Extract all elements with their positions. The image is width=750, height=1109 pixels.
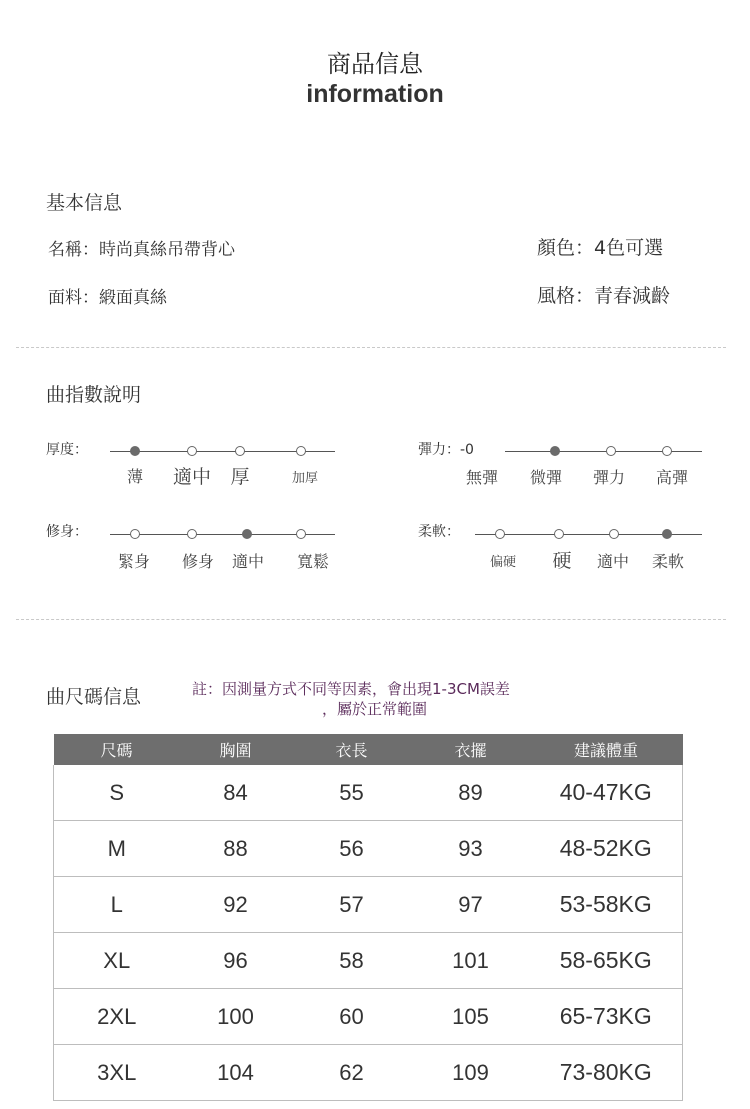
cell-length: 60 [292,989,412,1045]
size-title: 曲尺碼信息 [46,686,142,708]
elasticity-tick-2: 微彈 [529,468,563,487]
cell-weight: 40-47KG [559,779,652,805]
header-hem: 衣擺 [412,734,530,765]
thickness-tick-1: 薄 [126,467,144,486]
fit-tick-4: 寬鬆 [296,552,330,571]
thickness-dot-3 [235,446,245,456]
elasticity-label: 彈力：-0 [418,442,474,458]
cell-size: S [109,779,125,805]
elasticity-tick-4: 高彈 [655,468,689,487]
softness-tick-4: 柔軟 [651,552,685,571]
table-row [54,877,683,933]
table-row [54,821,683,877]
fit-label: 修身： [46,524,88,540]
cell-size: M [54,821,180,877]
divider-1 [16,347,726,348]
fit-dot-2 [187,529,197,539]
softness-label: 柔軟： [418,524,460,540]
cell-size: XL [54,933,180,989]
table-row [54,765,683,821]
header-length: 衣長 [292,734,412,765]
cell-length: 57 [292,877,412,933]
cell-size: 2XL [54,989,180,1045]
cell-weight: 73-80KG [530,1045,683,1101]
product-style: 風格：青春減齡 [537,285,671,307]
index-title: 曲指數說明 [46,384,142,406]
table-row [54,1045,683,1101]
header-size: 尺碼 [54,734,180,765]
elasticity-dot-1 [550,446,560,456]
fit-tick-2: 修身 [181,552,215,571]
cell-size: 3XL [54,1045,180,1101]
basic-info-title: 基本信息 [46,192,123,214]
cell-bust: 100 [180,989,292,1045]
cell-hem: 97 [412,877,530,933]
cell-length: 62 [292,1045,412,1101]
fit-dot-1 [130,529,140,539]
cell-hem: 93 [412,821,530,877]
cell-length: 58 [292,933,412,989]
product-fabric: 面料：緞面真絲 [48,288,167,308]
cell-weight: 53-58KG [530,877,683,933]
size-note-line1: 註：因測量方式不同等因素，會出現1-3CM誤差 [192,680,510,698]
softness-dot-3 [609,529,619,539]
cell-hem: 89 [458,779,483,805]
cell-weight: 58-65KG [530,933,683,989]
size-note-line2: ，屬於正常範圍 [322,700,428,718]
page-title-en: information [306,80,444,108]
elasticity-dot-2 [606,446,616,456]
cell-bust: 92 [180,877,292,933]
product-color: 顏色：4色可選 [537,237,664,259]
softness-dot-4-selected [662,529,672,539]
softness-scale [475,534,702,535]
fit-tick-3: 適中 [231,552,265,571]
cell-bust: 88 [180,821,292,877]
size-table-header [54,734,683,765]
cell-weight: 65-73KG [530,989,683,1045]
cell-hem: 101 [412,933,530,989]
softness-tick-2: 硬 [552,550,572,572]
softness-tick-1: 偏硬 [489,555,517,570]
thickness-label: 厚度： [46,442,88,458]
cell-hem: 105 [412,989,530,1045]
thickness-tick-3: 厚 [230,466,250,488]
softness-dot-2 [554,529,564,539]
header-bust: 胸圍 [180,734,292,765]
thickness-tick-4: 加厚 [291,471,319,486]
cell-length: 56 [292,821,412,877]
thickness-dot-2 [187,446,197,456]
cell-bust: 96 [180,933,292,989]
elasticity-tick-1: 無彈 [465,468,499,487]
fit-tick-1: 緊身 [117,552,151,571]
page-title-cn: 商品信息 [327,50,423,78]
cell-bust: 104 [180,1045,292,1101]
table-row [54,989,683,1045]
size-table [53,734,683,1101]
header-weight: 建議體重 [530,734,683,765]
divider-2 [16,619,726,620]
table-row [54,933,683,989]
product-name: 名稱：時尚真絲吊帶背心 [48,240,235,260]
cell-hem: 109 [412,1045,530,1101]
cell-bust: 84 [223,779,248,805]
thickness-tick-2: 適中 [172,466,212,488]
thickness-scale [110,451,335,452]
fit-dot-3-selected [242,529,252,539]
cell-length: 55 [339,779,364,805]
elasticity-tick-3: 彈力 [592,468,626,487]
thickness-dot-1 [130,446,140,456]
fit-scale [110,534,335,535]
thickness-dot-4 [296,446,306,456]
elasticity-dot-3 [662,446,672,456]
cell-weight: 48-52KG [530,821,683,877]
softness-dot-1 [495,529,505,539]
fit-dot-4 [296,529,306,539]
softness-tick-3: 適中 [596,552,630,571]
cell-size: L [54,877,180,933]
elasticity-scale [505,451,702,452]
